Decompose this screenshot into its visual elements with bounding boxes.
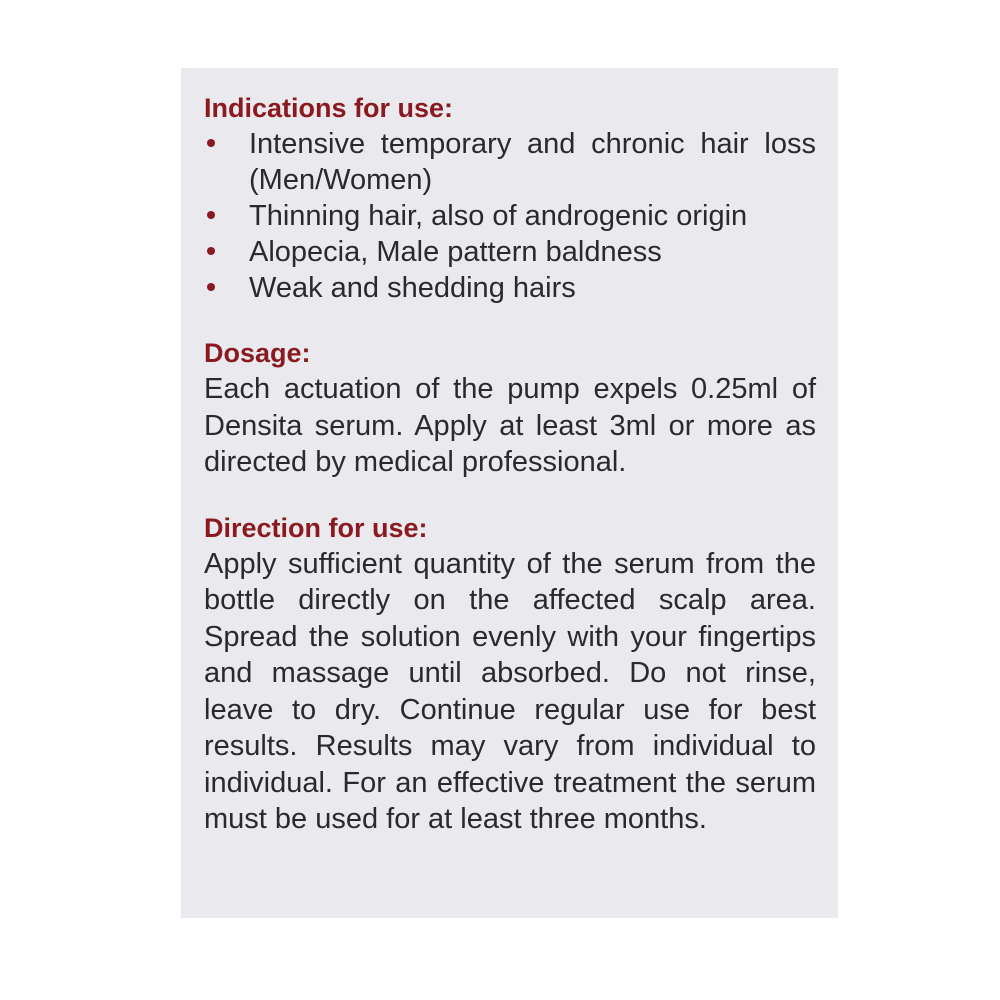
direction-section xyxy=(204,510,816,838)
list-item-text: Thinning hair, also of androgenic origin xyxy=(249,200,748,232)
dosage-section xyxy=(204,335,816,481)
list-item xyxy=(204,198,816,234)
direction-text: Apply sufficient quantity of the serum from the bottle directly on the affected scalp area. Spread the solution evenly with your fingertips and massage until absorbed. Do not rinse, leave to dry. Continue regular use for best results. Results may vary from individual to individual. For an effective treatment the serum must be used for at least three months. xyxy=(204,547,816,835)
list-item-text: Intensive temporary and chronic hair loss (Men/Women) xyxy=(249,128,816,196)
list-item xyxy=(204,234,816,270)
bullet-icon xyxy=(207,283,215,291)
direction-heading: Direction for use: xyxy=(204,512,428,543)
bullet-icon xyxy=(207,211,215,219)
dosage-heading: Dosage: xyxy=(204,338,311,368)
list-item-text: Alopecia, Male pattern baldness xyxy=(249,236,662,268)
list-item xyxy=(204,126,816,198)
list-item xyxy=(204,270,816,306)
indications-list xyxy=(204,126,816,306)
label-panel xyxy=(181,68,838,918)
bullet-icon xyxy=(207,139,215,147)
indications-heading: Indications for use: xyxy=(204,93,454,123)
indications-section xyxy=(204,90,816,306)
bullet-icon xyxy=(207,247,215,255)
dosage-text: Each actuation of the pump expels 0.25ml of Densita serum. Apply at least 3ml or more as directed by medical professional. xyxy=(204,373,816,478)
list-item-text: Weak and shedding hairs xyxy=(249,272,576,304)
